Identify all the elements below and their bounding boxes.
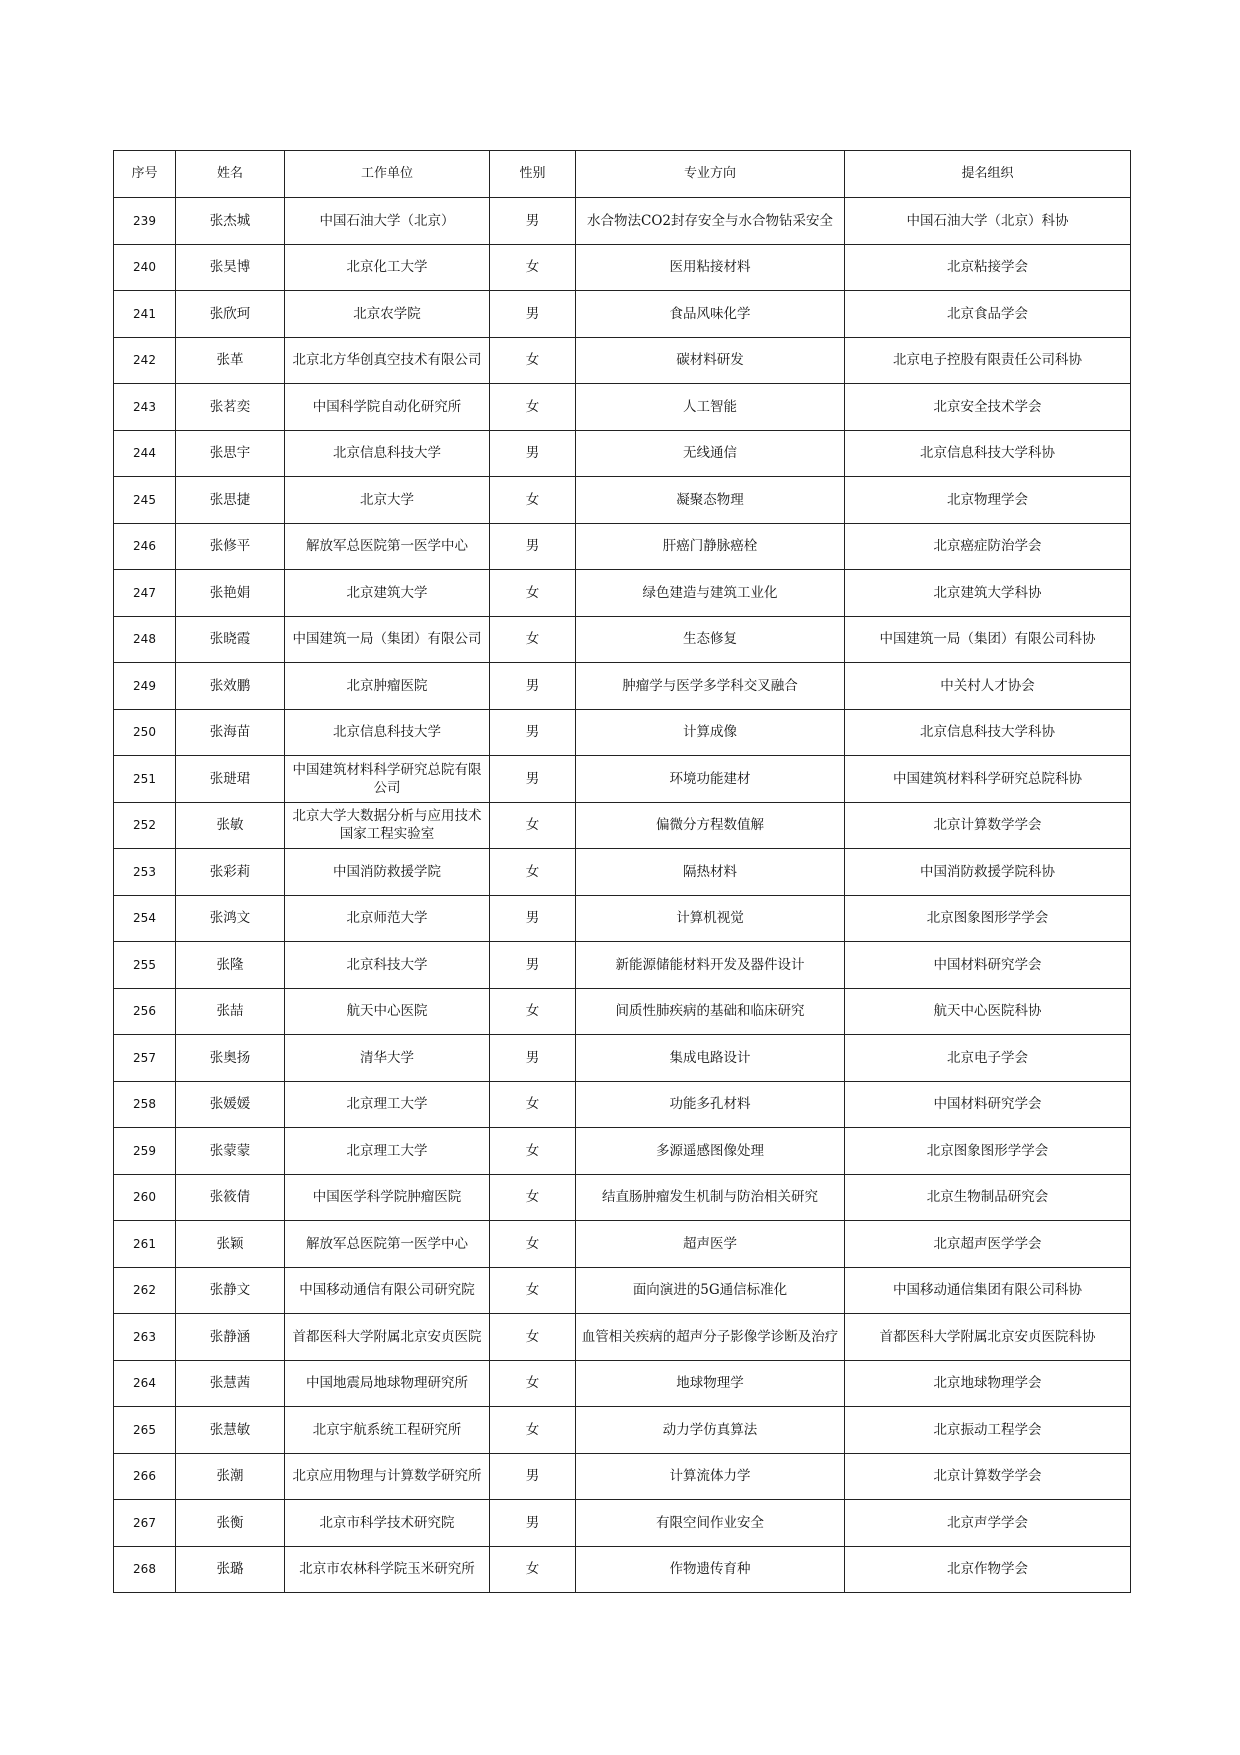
cell-unit: 中国地震局地球物理研究所 [285, 1360, 490, 1407]
cell-seq: 255 [114, 942, 176, 989]
cell-org: 北京物理学会 [845, 477, 1131, 524]
cell-major: 无线通信 [576, 430, 845, 477]
cell-major: 肝癌门静脉癌栓 [576, 523, 845, 570]
cell-seq: 245 [114, 477, 176, 524]
header-name: 姓名 [176, 151, 285, 198]
cell-name: 张思宇 [176, 430, 285, 477]
cell-seq: 250 [114, 709, 176, 756]
cell-unit: 北京大学大数据分析与应用技术国家工程实验室 [285, 802, 490, 849]
table-row [114, 895, 1131, 942]
cell-gender: 女 [490, 616, 576, 663]
cell-major: 血管相关疾病的超声分子影像学诊断及治疗 [576, 1314, 845, 1361]
cell-org: 北京癌症防治学会 [845, 523, 1131, 570]
table-row [114, 709, 1131, 756]
cell-org: 中国材料研究学会 [845, 1081, 1131, 1128]
cell-seq: 241 [114, 291, 176, 338]
cell-seq: 242 [114, 337, 176, 384]
cell-gender: 女 [490, 1407, 576, 1454]
cell-org: 北京作物学会 [845, 1546, 1131, 1593]
cell-unit: 中国科学院自动化研究所 [285, 384, 490, 431]
cell-unit: 北京科技大学 [285, 942, 490, 989]
cell-name: 张琎珺 [176, 756, 285, 803]
cell-unit: 北京市农林科学院玉米研究所 [285, 1546, 490, 1593]
table-row [114, 616, 1131, 663]
cell-gender: 女 [490, 1267, 576, 1314]
cell-org: 北京安全技术学会 [845, 384, 1131, 431]
cell-major: 多源遥感图像处理 [576, 1128, 845, 1175]
cell-seq: 260 [114, 1174, 176, 1221]
cell-org: 首都医科大学附属北京安贞医院科协 [845, 1314, 1131, 1361]
cell-unit: 解放军总医院第一医学中心 [285, 523, 490, 570]
cell-name: 张鸿文 [176, 895, 285, 942]
table-row [114, 1500, 1131, 1547]
cell-name: 张蒙蒙 [176, 1128, 285, 1175]
cell-org: 中国材料研究学会 [845, 942, 1131, 989]
cell-seq: 253 [114, 849, 176, 896]
cell-seq: 254 [114, 895, 176, 942]
cell-major: 结直肠肿瘤发生机制与防治相关研究 [576, 1174, 845, 1221]
header-unit: 工作单位 [285, 151, 490, 198]
cell-org: 北京计算数学学会 [845, 1453, 1131, 1500]
cell-major: 计算机视觉 [576, 895, 845, 942]
cell-gender: 女 [490, 1546, 576, 1593]
cell-major: 面向演进的5G通信标准化 [576, 1267, 845, 1314]
cell-name: 张潮 [176, 1453, 285, 1500]
cell-seq: 266 [114, 1453, 176, 1500]
cell-major: 生态修复 [576, 616, 845, 663]
cell-gender: 女 [490, 1360, 576, 1407]
table-row [114, 291, 1131, 338]
cell-gender: 男 [490, 709, 576, 756]
cell-org: 北京计算数学学会 [845, 802, 1131, 849]
cell-gender: 男 [490, 430, 576, 477]
cell-unit: 北京理工大学 [285, 1081, 490, 1128]
cell-org: 中国消防救援学院科协 [845, 849, 1131, 896]
cell-name: 张衡 [176, 1500, 285, 1547]
cell-major: 地球物理学 [576, 1360, 845, 1407]
cell-org: 北京信息科技大学科协 [845, 430, 1131, 477]
cell-seq: 244 [114, 430, 176, 477]
cell-unit: 北京化工大学 [285, 244, 490, 291]
header-gender: 性别 [490, 151, 576, 198]
cell-org: 北京振动工程学会 [845, 1407, 1131, 1454]
cell-org: 北京图象图形学学会 [845, 1128, 1131, 1175]
cell-seq: 264 [114, 1360, 176, 1407]
cell-seq: 247 [114, 570, 176, 617]
header-seq: 序号 [114, 151, 176, 198]
cell-gender: 女 [490, 244, 576, 291]
cell-seq: 267 [114, 1500, 176, 1547]
cell-major: 食品风味化学 [576, 291, 845, 338]
cell-name: 张修平 [176, 523, 285, 570]
table-row [114, 988, 1131, 1035]
cell-gender: 女 [490, 477, 576, 524]
cell-unit: 北京师范大学 [285, 895, 490, 942]
cell-gender: 女 [490, 1128, 576, 1175]
cell-major: 功能多孔材料 [576, 1081, 845, 1128]
cell-name: 张思捷 [176, 477, 285, 524]
cell-unit: 清华大学 [285, 1035, 490, 1082]
cell-name: 张艳娟 [176, 570, 285, 617]
cell-org: 北京超声医学学会 [845, 1221, 1131, 1268]
table-row [114, 942, 1131, 989]
cell-org: 航天中心医院科协 [845, 988, 1131, 1035]
cell-major: 偏微分方程数值解 [576, 802, 845, 849]
cell-seq: 268 [114, 1546, 176, 1593]
table-row [114, 1360, 1131, 1407]
cell-org: 北京粘接学会 [845, 244, 1131, 291]
cell-unit: 北京理工大学 [285, 1128, 490, 1175]
table-row [114, 756, 1131, 803]
cell-org: 中国移动通信集团有限公司科协 [845, 1267, 1131, 1314]
cell-seq: 248 [114, 616, 176, 663]
cell-unit: 中国建筑一局（集团）有限公司 [285, 616, 490, 663]
cell-unit: 北京建筑大学 [285, 570, 490, 617]
cell-unit: 北京宇航系统工程研究所 [285, 1407, 490, 1454]
cell-gender: 女 [490, 1174, 576, 1221]
cell-name: 张慧敏 [176, 1407, 285, 1454]
table-header-row [114, 151, 1131, 198]
table-row [114, 337, 1131, 384]
cell-name: 张奥扬 [176, 1035, 285, 1082]
cell-gender: 男 [490, 198, 576, 245]
cell-major: 碳材料研发 [576, 337, 845, 384]
cell-org: 北京电子学会 [845, 1035, 1131, 1082]
cell-seq: 251 [114, 756, 176, 803]
table-row [114, 198, 1131, 245]
cell-org: 北京生物制品研究会 [845, 1174, 1131, 1221]
cell-unit: 中国消防救援学院 [285, 849, 490, 896]
cell-seq: 257 [114, 1035, 176, 1082]
cell-seq: 249 [114, 663, 176, 710]
cell-major: 隔热材料 [576, 849, 845, 896]
cell-major: 有限空间作业安全 [576, 1500, 845, 1547]
cell-unit: 中国移动通信有限公司研究院 [285, 1267, 490, 1314]
cell-unit: 解放军总医院第一医学中心 [285, 1221, 490, 1268]
cell-major: 绿色建造与建筑工业化 [576, 570, 845, 617]
table-row [114, 1267, 1131, 1314]
cell-major: 凝聚态物理 [576, 477, 845, 524]
cell-seq: 256 [114, 988, 176, 1035]
cell-name: 张欣珂 [176, 291, 285, 338]
table-row [114, 1453, 1131, 1500]
cell-gender: 女 [490, 1314, 576, 1361]
cell-name: 张静文 [176, 1267, 285, 1314]
cell-org: 北京建筑大学科协 [845, 570, 1131, 617]
cell-org: 中关村人才协会 [845, 663, 1131, 710]
cell-seq: 246 [114, 523, 176, 570]
cell-unit: 北京北方华创真空技术有限公司 [285, 337, 490, 384]
cell-gender: 男 [490, 1500, 576, 1547]
table-row [114, 244, 1131, 291]
cell-gender: 男 [490, 756, 576, 803]
cell-name: 张革 [176, 337, 285, 384]
cell-name: 张海苗 [176, 709, 285, 756]
cell-name: 张静涵 [176, 1314, 285, 1361]
cell-gender: 女 [490, 1081, 576, 1128]
cell-gender: 男 [490, 663, 576, 710]
cell-unit: 北京信息科技大学 [285, 709, 490, 756]
table-row [114, 1314, 1131, 1361]
cell-unit: 北京市科学技术研究院 [285, 1500, 490, 1547]
cell-name: 张媛媛 [176, 1081, 285, 1128]
cell-seq: 261 [114, 1221, 176, 1268]
nominee-table [113, 150, 1131, 1593]
cell-name: 张筱倩 [176, 1174, 285, 1221]
table-row [114, 663, 1131, 710]
cell-gender: 男 [490, 523, 576, 570]
table-row [114, 1221, 1131, 1268]
cell-seq: 240 [114, 244, 176, 291]
cell-major: 集成电路设计 [576, 1035, 845, 1082]
table-row [114, 802, 1131, 849]
cell-major: 肿瘤学与医学多学科交叉融合 [576, 663, 845, 710]
header-major: 专业方向 [576, 151, 845, 198]
cell-gender: 女 [490, 570, 576, 617]
cell-gender: 女 [490, 849, 576, 896]
cell-unit: 北京信息科技大学 [285, 430, 490, 477]
table-row [114, 1035, 1131, 1082]
cell-major: 计算成像 [576, 709, 845, 756]
cell-org: 中国石油大学（北京）科协 [845, 198, 1131, 245]
table-row [114, 477, 1131, 524]
cell-name: 张喆 [176, 988, 285, 1035]
cell-unit: 北京大学 [285, 477, 490, 524]
table-body [114, 198, 1131, 1593]
cell-unit: 航天中心医院 [285, 988, 490, 1035]
cell-major: 作物遗传育种 [576, 1546, 845, 1593]
cell-major: 医用粘接材料 [576, 244, 845, 291]
cell-major: 人工智能 [576, 384, 845, 431]
cell-unit: 中国石油大学（北京） [285, 198, 490, 245]
cell-org: 北京电子控股有限责任公司科协 [845, 337, 1131, 384]
cell-unit: 中国医学科学院肿瘤医院 [285, 1174, 490, 1221]
cell-org: 北京地球物理学会 [845, 1360, 1131, 1407]
table-row [114, 430, 1131, 477]
cell-major: 环境功能建材 [576, 756, 845, 803]
cell-org: 北京信息科技大学科协 [845, 709, 1131, 756]
cell-gender: 男 [490, 895, 576, 942]
cell-seq: 258 [114, 1081, 176, 1128]
cell-major: 超声医学 [576, 1221, 845, 1268]
cell-major: 计算流体力学 [576, 1453, 845, 1500]
cell-gender: 女 [490, 802, 576, 849]
cell-seq: 263 [114, 1314, 176, 1361]
cell-unit: 北京农学院 [285, 291, 490, 338]
cell-unit: 北京应用物理与计算数学研究所 [285, 1453, 490, 1500]
cell-seq: 262 [114, 1267, 176, 1314]
cell-gender: 女 [490, 1221, 576, 1268]
cell-name: 张隆 [176, 942, 285, 989]
cell-gender: 女 [490, 384, 576, 431]
table-row [114, 849, 1131, 896]
table-row [114, 570, 1131, 617]
cell-gender: 男 [490, 1035, 576, 1082]
cell-name: 张慧茜 [176, 1360, 285, 1407]
table-row [114, 1174, 1131, 1221]
cell-org: 北京声学学会 [845, 1500, 1131, 1547]
cell-org: 中国建筑一局（集团）有限公司科协 [845, 616, 1131, 663]
table-row [114, 523, 1131, 570]
cell-name: 张敏 [176, 802, 285, 849]
cell-unit: 中国建筑材料科学研究总院有限公司 [285, 756, 490, 803]
cell-name: 张彩莉 [176, 849, 285, 896]
cell-major: 水合物法CO2封存安全与水合物钻采安全 [576, 198, 845, 245]
cell-gender: 女 [490, 988, 576, 1035]
cell-gender: 男 [490, 291, 576, 338]
cell-org: 中国建筑材料科学研究总院科协 [845, 756, 1131, 803]
cell-major: 动力学仿真算法 [576, 1407, 845, 1454]
cell-gender: 男 [490, 1453, 576, 1500]
table-row [114, 1081, 1131, 1128]
cell-seq: 243 [114, 384, 176, 431]
cell-seq: 252 [114, 802, 176, 849]
header-org: 提名组织 [845, 151, 1131, 198]
cell-name: 张昊博 [176, 244, 285, 291]
table-row [114, 1128, 1131, 1175]
cell-name: 张杰城 [176, 198, 285, 245]
cell-unit: 北京肿瘤医院 [285, 663, 490, 710]
table-row [114, 1546, 1131, 1593]
table-row [114, 1407, 1131, 1454]
cell-name: 张效鹏 [176, 663, 285, 710]
cell-seq: 265 [114, 1407, 176, 1454]
cell-name: 张茗奕 [176, 384, 285, 431]
cell-seq: 239 [114, 198, 176, 245]
cell-org: 北京图象图形学学会 [845, 895, 1131, 942]
cell-org: 北京食品学会 [845, 291, 1131, 338]
cell-major: 间质性肺疾病的基础和临床研究 [576, 988, 845, 1035]
cell-name: 张璐 [176, 1546, 285, 1593]
cell-unit: 首都医科大学附属北京安贞医院 [285, 1314, 490, 1361]
cell-name: 张晓霞 [176, 616, 285, 663]
cell-gender: 女 [490, 337, 576, 384]
cell-name: 张颖 [176, 1221, 285, 1268]
cell-gender: 男 [490, 942, 576, 989]
table-row [114, 384, 1131, 431]
cell-seq: 259 [114, 1128, 176, 1175]
cell-major: 新能源储能材料开发及器件设计 [576, 942, 845, 989]
